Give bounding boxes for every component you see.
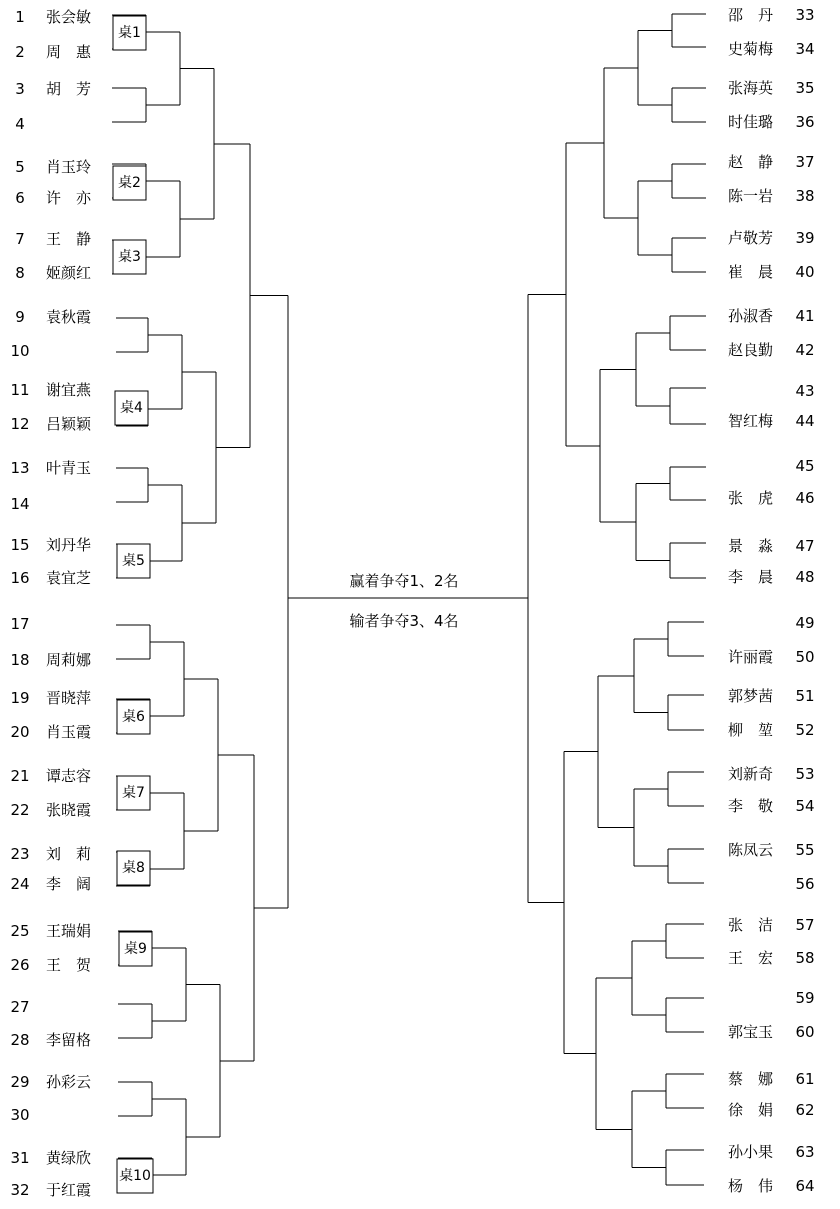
player-seed: 48 <box>795 568 815 586</box>
player-seed: 14 <box>10 495 30 513</box>
player-seed: 21 <box>10 767 30 785</box>
player-seed: 42 <box>795 341 815 359</box>
player-name: 王瑞娟 <box>46 922 92 940</box>
player-seed: 58 <box>795 949 815 967</box>
player-name: 李 敬 <box>727 797 773 815</box>
player-seed: 32 <box>10 1181 30 1199</box>
player-seed: 2 <box>15 43 25 61</box>
table-label: 桌6 <box>122 709 145 725</box>
table-label: 桌1 <box>118 25 141 41</box>
player-seed: 51 <box>795 687 815 705</box>
player-name: 姬颜红 <box>46 264 92 282</box>
player-name: 徐 娟 <box>727 1101 773 1119</box>
player-name: 李 阔 <box>46 875 92 893</box>
player-seed: 40 <box>795 263 815 281</box>
player-seed: 33 <box>795 6 815 24</box>
player-name: 叶青玉 <box>46 459 92 477</box>
player-name: 周莉娜 <box>46 651 92 669</box>
player-name: 赵良勤 <box>727 341 773 359</box>
player-seed: 26 <box>10 956 30 974</box>
player-name: 卢敬芳 <box>727 229 773 247</box>
player-name: 王 静 <box>46 230 92 248</box>
player-seed: 30 <box>10 1106 30 1124</box>
player-name: 吕颖颖 <box>46 415 92 433</box>
player-name: 智红梅 <box>727 412 773 430</box>
center-losers-label: 输者争夺3、4名 <box>349 612 459 630</box>
player-seed: 31 <box>10 1149 30 1167</box>
player-name: 张会敏 <box>46 8 92 26</box>
player-seed: 36 <box>795 113 815 131</box>
player-seed: 5 <box>15 158 25 176</box>
player-name: 孙淑香 <box>727 307 773 325</box>
table-label: 桌5 <box>122 553 145 569</box>
player-seed: 46 <box>795 489 815 507</box>
player-seed: 35 <box>795 79 815 97</box>
player-name: 柳 堃 <box>727 721 773 739</box>
bracket-lines <box>112 14 706 1192</box>
player-name: 袁宜芝 <box>46 569 92 587</box>
player-seed: 59 <box>795 989 815 1007</box>
player-seed: 17 <box>10 615 30 633</box>
player-seed: 43 <box>795 382 815 400</box>
player-name: 蔡 娜 <box>727 1070 773 1088</box>
player-name: 邵 丹 <box>727 6 773 24</box>
player-seed: 52 <box>795 721 815 739</box>
player-name: 晋晓萍 <box>46 689 92 707</box>
player-seed: 19 <box>10 689 30 707</box>
player-name: 杨 伟 <box>727 1177 773 1195</box>
player-seed: 37 <box>795 153 815 171</box>
player-seed: 18 <box>10 651 30 669</box>
player-name: 谢宜燕 <box>46 381 92 399</box>
player-name: 王 宏 <box>727 949 773 967</box>
player-seed: 10 <box>10 342 30 360</box>
player-name: 刘新奇 <box>727 765 773 783</box>
player-name: 许丽霞 <box>727 648 773 666</box>
player-name: 于红霞 <box>46 1181 92 1199</box>
player-name: 许 亦 <box>46 189 92 207</box>
player-seed: 44 <box>795 412 815 430</box>
player-name: 王 贺 <box>46 956 92 974</box>
table-label: 桌9 <box>124 941 147 957</box>
player-name: 史菊梅 <box>727 40 773 58</box>
player-name: 李留格 <box>46 1031 92 1049</box>
player-seed: 20 <box>10 723 30 741</box>
player-name: 陈一岩 <box>727 187 773 205</box>
player-seed: 56 <box>795 875 815 893</box>
player-name: 时佳璐 <box>727 113 773 131</box>
player-seed: 50 <box>795 648 815 666</box>
player-seed: 16 <box>10 569 30 587</box>
center-winners-label: 赢着争夺1、2名 <box>349 572 459 590</box>
table-label: 桌3 <box>118 249 141 265</box>
player-seed: 15 <box>10 536 30 554</box>
player-seed: 12 <box>10 415 30 433</box>
player-name: 刘 莉 <box>46 845 92 863</box>
player-seed: 64 <box>795 1177 815 1195</box>
player-name: 谭志容 <box>46 767 92 785</box>
player-name: 孙小果 <box>727 1143 773 1161</box>
player-name: 张 洁 <box>727 916 773 934</box>
player-name: 孙彩云 <box>46 1073 92 1091</box>
table-label: 桌7 <box>122 785 145 801</box>
player-seed: 9 <box>15 308 25 326</box>
player-name: 黄绿欣 <box>46 1149 92 1167</box>
player-name: 胡 芳 <box>46 80 92 98</box>
player-seed: 54 <box>795 797 815 815</box>
player-seed: 49 <box>795 614 815 632</box>
player-seed: 63 <box>795 1143 815 1161</box>
player-seed: 29 <box>10 1073 30 1091</box>
player-seed: 39 <box>795 229 815 247</box>
player-name: 肖玉玲 <box>46 158 92 176</box>
table-boxes <box>113 16 153 1193</box>
player-name: 崔 晨 <box>727 263 773 281</box>
table-label: 桌10 <box>119 1168 151 1184</box>
player-name: 张 虎 <box>727 489 773 507</box>
player-seed: 57 <box>795 916 815 934</box>
player-seed: 8 <box>15 264 25 282</box>
player-seed: 38 <box>795 187 815 205</box>
player-seed: 60 <box>795 1023 815 1041</box>
player-name: 周 惠 <box>46 43 92 61</box>
player-seed: 3 <box>15 80 25 98</box>
player-seed: 23 <box>10 845 30 863</box>
player-name: 郭梦茜 <box>727 687 773 705</box>
player-name: 陈凤云 <box>727 841 773 859</box>
player-name: 肖玉霞 <box>46 723 92 741</box>
player-name: 郭宝玉 <box>727 1023 773 1041</box>
player-name: 张海英 <box>727 79 773 97</box>
player-seed: 45 <box>795 457 815 475</box>
player-seed: 7 <box>15 230 25 248</box>
player-name: 赵 静 <box>727 153 773 171</box>
player-name: 李 晨 <box>727 568 773 586</box>
player-name: 张晓霞 <box>46 801 92 819</box>
player-seed: 6 <box>15 189 25 207</box>
player-seed: 62 <box>795 1101 815 1119</box>
player-seed: 34 <box>795 40 815 58</box>
right-player-list <box>728 6 815 1195</box>
player-seed: 55 <box>795 841 815 859</box>
player-name: 袁秋霞 <box>46 308 92 326</box>
player-seed: 11 <box>10 381 30 399</box>
player-seed: 61 <box>795 1070 815 1088</box>
player-seed: 24 <box>10 875 30 893</box>
player-name: 刘丹华 <box>46 536 92 554</box>
player-seed: 25 <box>10 922 30 940</box>
player-seed: 4 <box>15 115 25 133</box>
player-seed: 28 <box>10 1031 30 1049</box>
player-name: 景 淼 <box>727 537 773 555</box>
table-label: 桌4 <box>120 400 143 416</box>
player-seed: 22 <box>10 801 30 819</box>
player-seed: 41 <box>795 307 815 325</box>
player-seed: 47 <box>795 537 815 555</box>
left-player-list <box>10 8 92 1199</box>
player-seed: 13 <box>10 459 30 477</box>
player-seed: 27 <box>10 998 30 1016</box>
table-label: 桌2 <box>118 175 141 191</box>
player-seed: 1 <box>15 8 25 26</box>
player-seed: 53 <box>795 765 815 783</box>
table-label: 桌8 <box>122 860 145 876</box>
